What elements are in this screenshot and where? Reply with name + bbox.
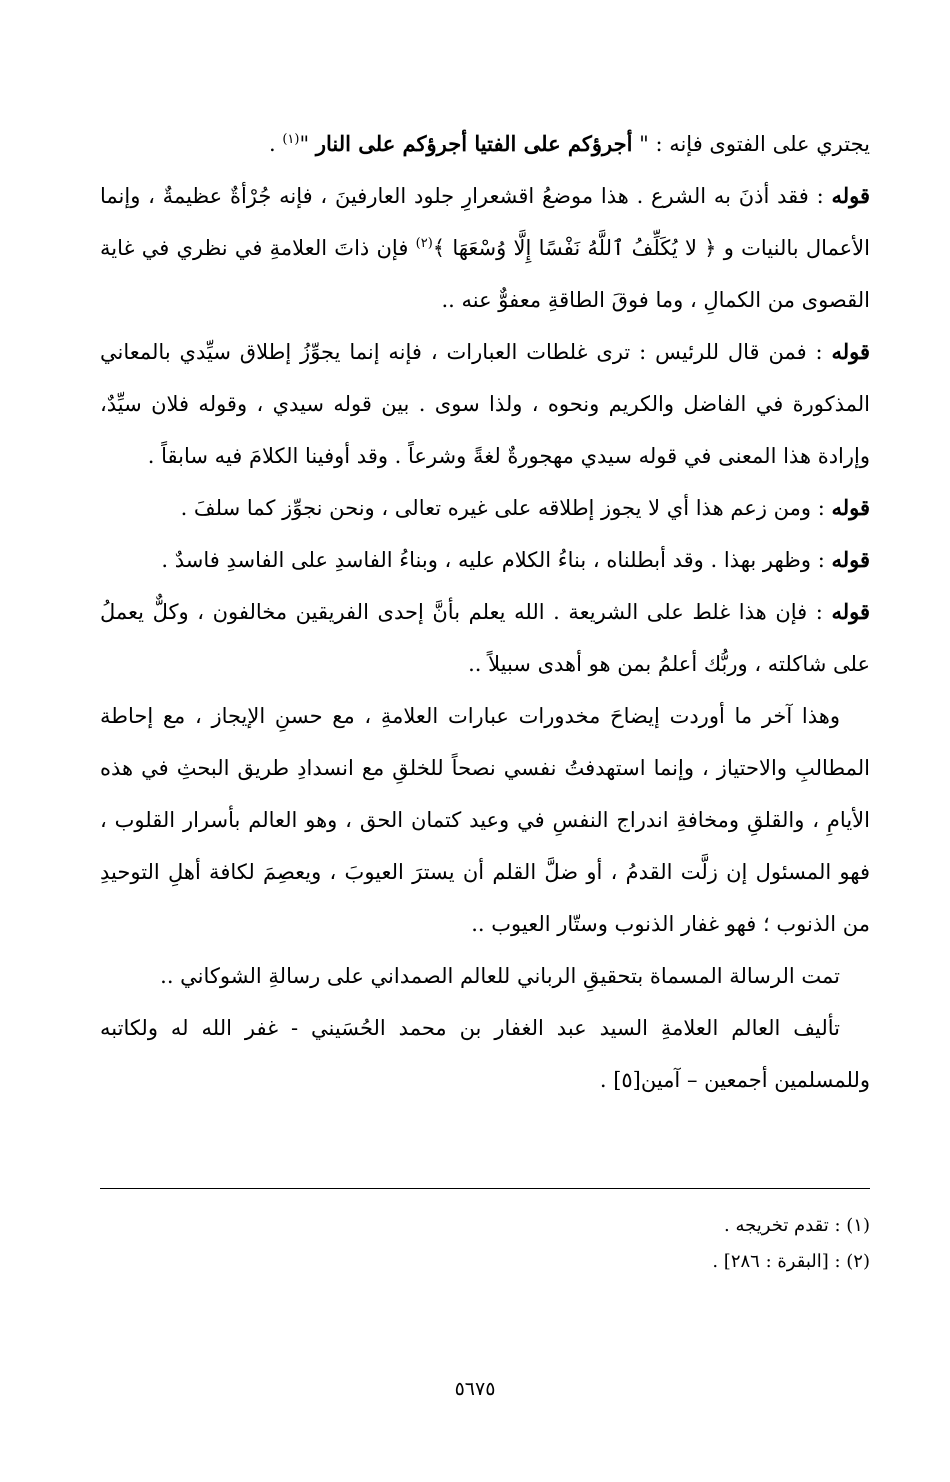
paragraph-5 xyxy=(100,534,870,586)
paragraph-6-text: : فإن هذا غلط على الشريعة . الله يعلم بأنَّ إحدى الفريقين مخالفون ، وكلٌّ يعملُ على شاكلته ، وربُّك أعلمُ بمن هو أهدى سبيلاً .. xyxy=(100,600,870,676)
paragraph-9-text: تأليف العالم العلامةِ السيد عبد الغفار بن محمد الحُسَيني - غفر الله له ولكاتبه وللمسلمين أجمعين – آمين[٥] . xyxy=(100,1016,870,1092)
paragraph-4 xyxy=(100,482,870,534)
footnote-ref-1[interactable]: (١) xyxy=(282,132,300,147)
hadith-quote: أجرؤكم على الفتيا أجرؤكم على النار xyxy=(315,131,633,156)
paragraph-2-text: : فقد أذنَ به الشرع . هذا موضعُ اقشعرارِ جلود العارفينَ ، فإنه جُرْأةٌ عظيمةٌ ، وإنما الأعمال بالنيات و ﴿ لا يُكَلِّفُ ٱللَّهُ نَفْسًا إِلَّا وُسْعَهَا ﴾ xyxy=(100,184,870,260)
paragraph-7-text: وهذا آخر ما أوردت إيضاحَ مخدورات عبارات العلامةِ ، مع حسنِ الإيجاز ، مع إحاطة المطالبِ والاحتياز ، وإنما استهدفتُ نفسي نصحاً للخلقِ مع انسدادِ طريق البحثِ في هذه الأيامِ ، والقلقِ ومخافةِ اندراج النفسِ في وعيد كتمان الحق ، وهو العالم بأسرار القلوب ، فهو المسئول إن زلَّت القدمُ ، أو ضلَّ القلم أن يسترَ العيوبَ ، ويعصِمَ لكافة أهلِ التوحيدِ من الذنوب ؛ فهو غفار الذنوب وستّار العيوب .. xyxy=(100,704,870,936)
qawluhu-keyword: قوله xyxy=(831,495,870,520)
footnotes xyxy=(100,1208,870,1280)
paragraph-1 xyxy=(100,118,870,170)
paragraph-4-text: : ومن زعم هذا أي لا يجوز إطلاقه على غيره تعالى ، ونحن نجوِّز كما سلفَ . xyxy=(180,496,832,520)
paragraph-8-text: تمت الرسالة المسماة بتحقيقِ الرباني للعالم الصمداني على رسالةِ الشوكاني .. xyxy=(160,964,840,988)
qawluhu-keyword: قوله xyxy=(831,183,870,208)
qawluhu-keyword: قوله xyxy=(831,547,870,572)
paragraph-1-text: يجتري على الفتوى فإنه : " xyxy=(632,132,870,156)
paragraph-5-text: : وظهر بهذا . وقد أبطلناه ، بناءُ الكلام عليه ، وبناءُ الفاسدِ على الفاسدِ فاسدٌ . xyxy=(161,548,832,572)
qawluhu-keyword: قوله xyxy=(831,339,870,364)
paragraph-2 xyxy=(100,170,870,326)
paragraph-1-after-quote: " xyxy=(299,132,316,156)
paragraph-2-tail: فإن ذاتَ العلامةِ في نظري في غاية القصوى من الكمالِ ، وما فوقَ الطاقةِ معفوٌّ عنه .. xyxy=(100,236,870,312)
footnote-ref-2[interactable]: (٢) xyxy=(415,236,433,251)
paragraph-1-tail: . xyxy=(268,132,283,156)
footnote-2: (٢) : [البقرة : ٢٨٦] . xyxy=(712,1251,870,1272)
footnote-divider xyxy=(100,1188,870,1189)
page-number: ٥٦٧٥ xyxy=(454,1378,496,1400)
paragraph-3 xyxy=(100,326,870,482)
paragraph-6 xyxy=(100,586,870,690)
paragraph-7 xyxy=(100,690,870,950)
footnote-1: (١) : تقدم تخريجه . xyxy=(724,1215,870,1236)
qawluhu-keyword: قوله xyxy=(831,599,870,624)
paragraph-9 xyxy=(100,1002,870,1106)
main-text xyxy=(100,118,870,1106)
paragraph-3-text: : فمن قال للرئيس : ترى غلطات العبارات ، فإنه إنما يجوِّزُ إطلاق سيِّدي بالمعاني المذكورة في الفاضل والكريم ونحوه ، ولذا سوى . بين قوله سيدي ، وقوله فلان سيِّدٌ، وإرادة هذا المعنى في قوله سيدي مهجورةٌ لغةً وشرعاً . وقد أوفينا الكلامَ فيه سابقاً . xyxy=(100,340,870,468)
paragraph-8 xyxy=(100,950,870,1002)
